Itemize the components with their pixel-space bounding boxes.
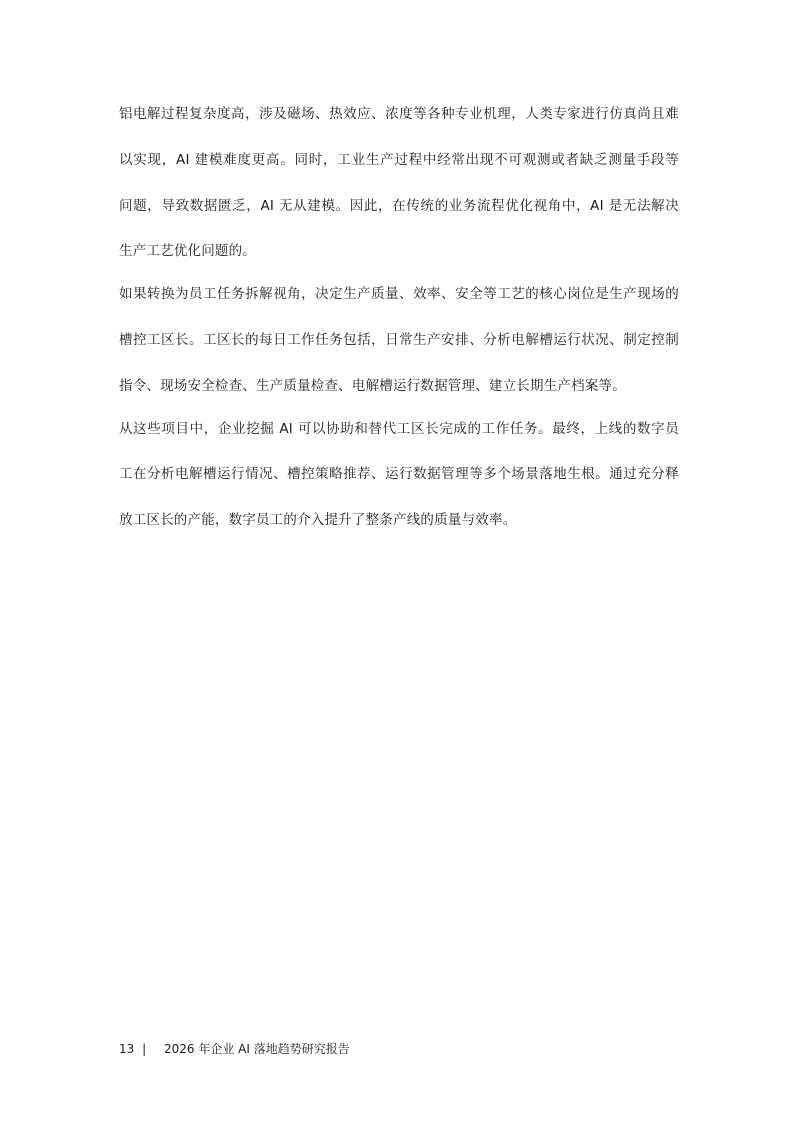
paragraph-line: 生产工艺优化问题的。 xyxy=(119,243,256,260)
paragraph-1 xyxy=(119,104,679,261)
paragraph-2 xyxy=(119,284,679,396)
body-text xyxy=(119,104,679,556)
paragraph-line: 如果转换为员工任务拆解视角，决定生产质量、效率、安全等工艺的核心岗位是生产现场的 xyxy=(119,286,679,303)
paragraph-line: 从这些项目中，企业挖掘 AI 可以协助和替代工区长完成的工作任务。最终，上线的数字员 xyxy=(119,420,679,437)
paragraph-line: 放工区长的产能，数字员工的介入提升了整条产线的质量与效率。 xyxy=(119,512,517,529)
paragraph-line: 指令、现场安全检查、生产质量检查、电解槽运行数据管理、建立长期生产档案等。 xyxy=(119,377,626,394)
paragraph-line: 问题，导致数据匮乏，AI 无从建模。因此，在传统的业务流程优化视角中，AI 是无法解决 xyxy=(119,197,679,214)
page-footer xyxy=(119,1041,350,1057)
paragraph-line: 铝电解过程复杂度高，涉及磁场、热效应、浓度等各种专业机理，人类专家进行仿真尚且难 xyxy=(119,106,679,122)
paragraph-line: 工在分析电解槽运行情况、槽控策略推荐、运行数据管理等多个场景落地生根。通过充分释 xyxy=(119,466,679,483)
footer-separator: | xyxy=(142,1042,147,1056)
paragraph-3 xyxy=(119,419,679,531)
page-number: 13 xyxy=(119,1042,135,1056)
paragraph-line: 以实现，AI 建模难度更高。同时，工业生产过程中经常出现不可观测或者缺乏测量手段等 xyxy=(119,151,679,168)
paragraph-line: 槽控工区长。工区长的每日工作任务包括，日常生产安排、分析电解槽运行状况、制定控制 xyxy=(119,331,679,348)
report-title: 2026 年企业 AI 落地趋势研究报告 xyxy=(163,1042,350,1056)
